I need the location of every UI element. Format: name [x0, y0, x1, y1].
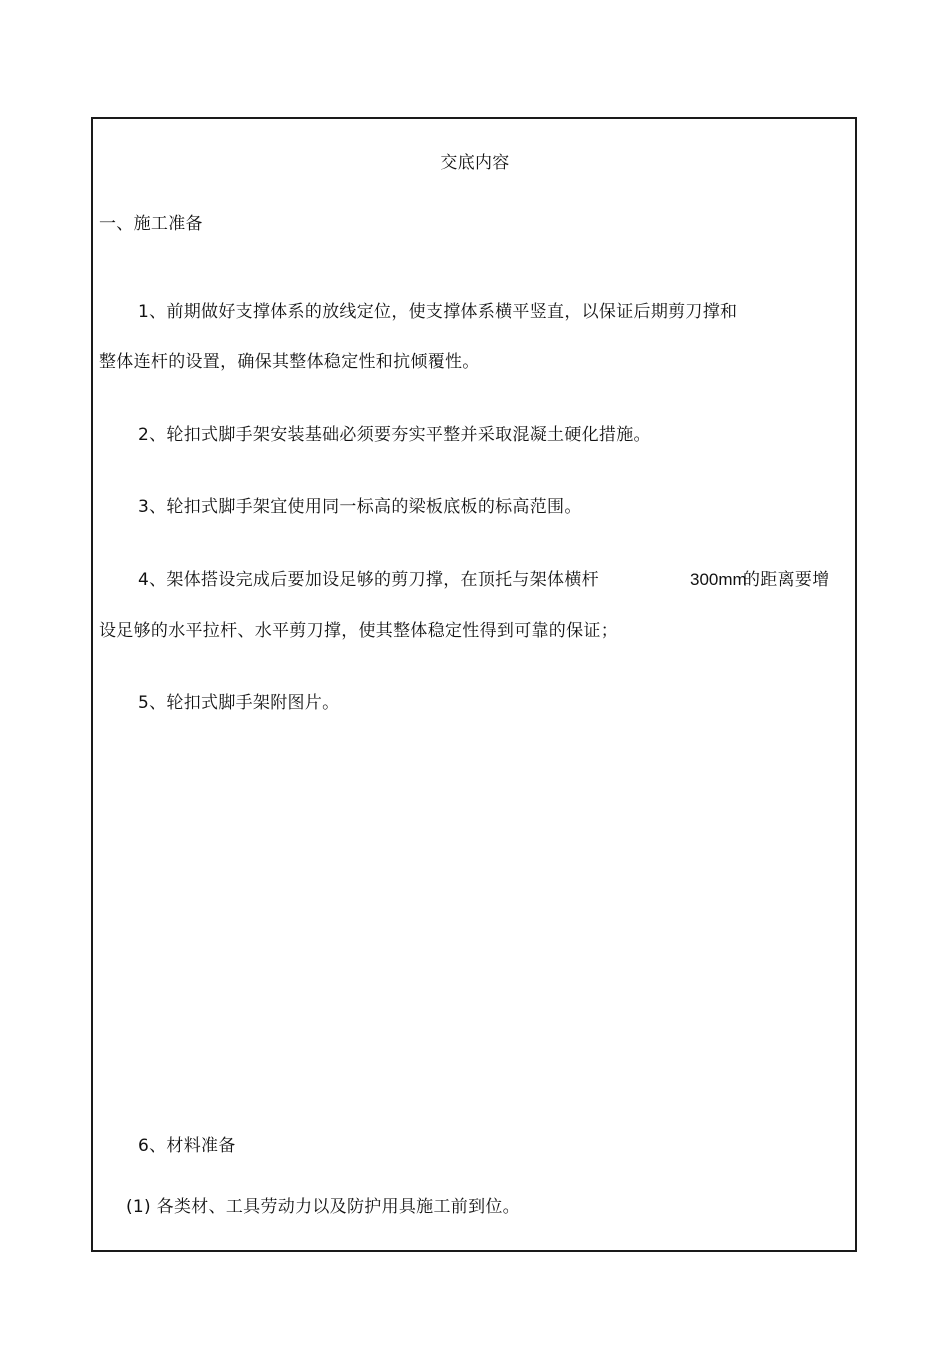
item-1-line-2: 整体连杆的设置，确保其整体稳定性和抗倾覆性。 [99, 352, 480, 372]
item-4-line-1-b: 的距离要增 [743, 570, 830, 590]
item-3: 3、轮扣式脚手架宜使用同一标高的梁板底板的标高范围。 [138, 497, 582, 517]
section-heading: 一、施工准备 [99, 214, 203, 234]
item-6: 6、材料准备 [138, 1136, 236, 1156]
item-1-line-1: 1、前期做好支撑体系的放线定位，使支撑体系横平竖直，以保证后期剪刀撑和 [138, 302, 738, 322]
table-frame [91, 117, 857, 1252]
item-4-line-1-a: 4、架体搭设完成后要加设足够的剪刀撑，在顶托与架体横杆 [138, 570, 599, 590]
item-4-measurement: 300mm [690, 570, 747, 589]
item-6-sub-1: (1) 各类材、工具劳动力以及防护用具施工前到位。 [126, 1197, 520, 1217]
page-title: 交底内容 [440, 153, 510, 173]
item-2: 2、轮扣式脚手架安装基础必须要夯实平整并采取混凝土硬化措施。 [138, 425, 651, 445]
item-4-line-2: 设足够的水平拉杆、水平剪刀撑，使其整体稳定性得到可靠的保证； [99, 621, 618, 641]
item-5: 5、轮扣式脚手架附图片。 [138, 693, 340, 713]
